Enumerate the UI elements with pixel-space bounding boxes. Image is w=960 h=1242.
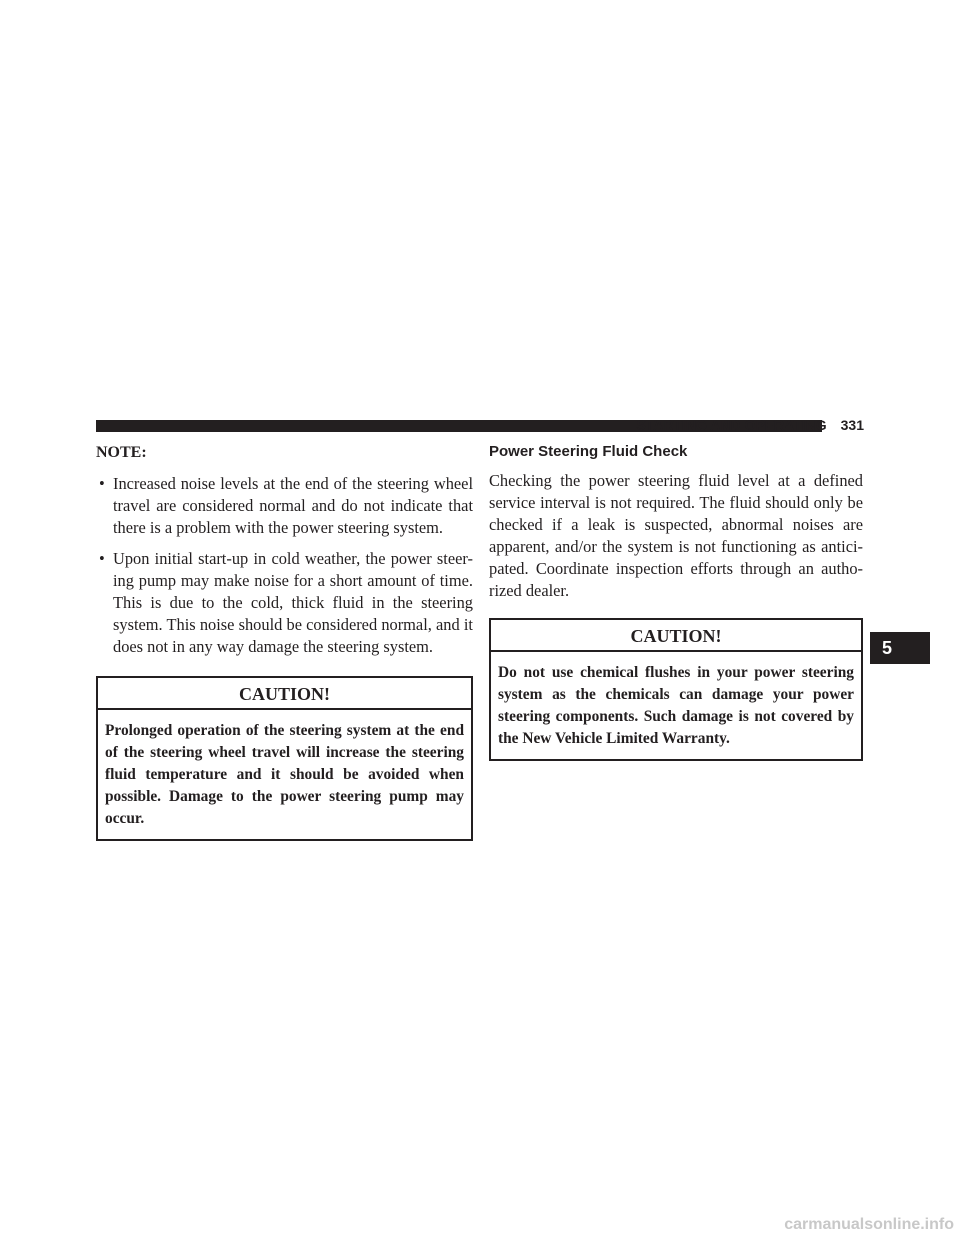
page-number: 331 <box>840 417 864 433</box>
list-item <box>96 473 473 539</box>
left-column <box>96 442 473 841</box>
section-heading: Power Steering Fluid Check <box>489 443 688 460</box>
body-paragraph: Checking the power steering fluid level at a defined service interval is not required. The fluid should only be checked if a leak is suspected, abnormal noises are apparent, and/or the system is not functioning as antici-pated. Coordinate inspection efforts through an autho-rized dealer. <box>489 471 863 600</box>
header-section-title: STARTING AND OPERATING <box>636 417 827 433</box>
list-item <box>96 548 473 658</box>
caution-box <box>489 618 863 761</box>
running-header <box>636 417 864 433</box>
bullet-text: Increased noise levels at the end of the steering wheel travel are considered normal and do not indicate that there is a problem with the power steering system. <box>113 474 473 537</box>
note-title: NOTE: <box>96 444 147 461</box>
chapter-tab: 5 <box>870 632 930 664</box>
right-column <box>489 442 863 761</box>
watermark: carmanualsonline.info <box>784 1216 954 1233</box>
caution-box <box>96 676 473 841</box>
bullet-icon: • <box>99 549 105 568</box>
caution-text: Prolonged operation of the steering system at the end of the steering wheel travel will increase the steering fluid temperature and it should be avoided when possible. Damage to the power steering pump may occur. <box>105 722 464 827</box>
bullet-text: Upon initial start-up in cold weather, the power steer-ing pump may make noise for a short amount of time. This is due to the cold, thick fluid in the steering system. This noise should be considered normal, and it does not in any way damage the steering system. <box>113 549 473 656</box>
caution-text: Do not use chemical flushes in your power steering system as the chemicals can damage your power steering components. Such damage is not covered by the New Vehicle Limited Warranty. <box>498 664 854 747</box>
bullet-icon: • <box>99 474 105 493</box>
caution-title: CAUTION! <box>98 678 471 710</box>
caution-title: CAUTION! <box>491 620 861 652</box>
